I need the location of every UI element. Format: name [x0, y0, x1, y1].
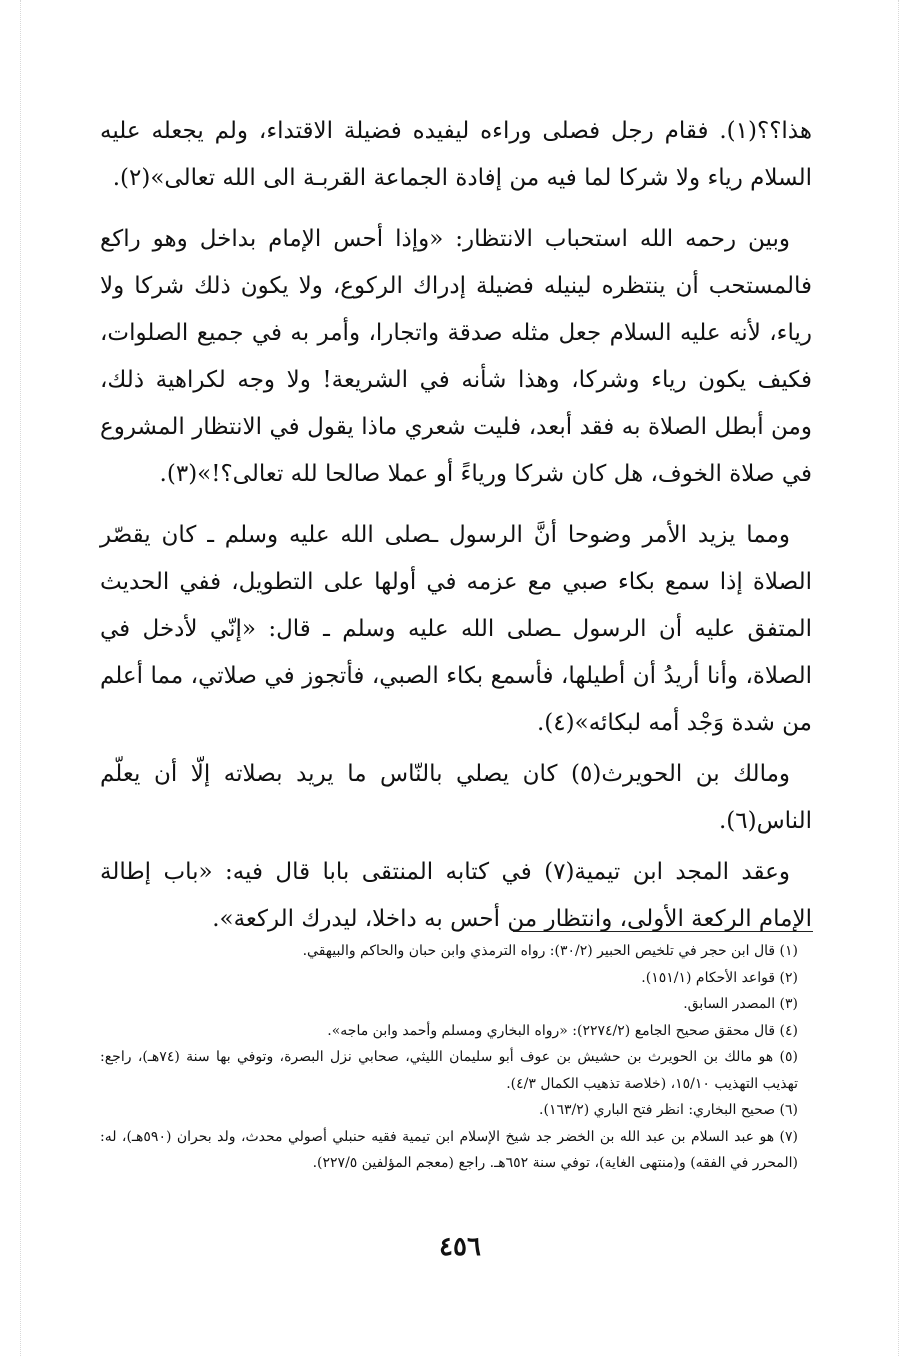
footnote-5: (٥) هو مالك بن الحويرث بن حشيش بن عوف أبو سليمان الليثي، صحابي نزل البصرة، وتوفي بها سنة (٧٤هـ)، راجع: تهذيب التهذيب ١٥/١٠، (خلاصة تذهيب الكمال ٤/٣).	[100, 1049, 798, 1092]
scan-border-left	[20, 0, 21, 1356]
footnote-4: (٤) قال محقق صحيح الجامع (٢٢٧٤/٢): «رواه البخاري ومسلم وأحمد وابن ماجه».	[327, 1022, 798, 1039]
footnote-separator	[513, 931, 813, 932]
paragraph-2: وبين رحمه الله استحباب الانتظار: «وإذا أحس الإمام بداخل وهو راكع فالمستحب أن ينتظره لينيله فضيلة إدراك الركوع، ولا يكون ذلك شركا ولا رياء، لأنه عليه السلام جعل مثله صدقة واتجارا، وأمر به في جميع الصلوات، فكيف يكون رياء وشركا، وهذا شأنه في الشريعة! ولا وجه لكراهية ذلك، ومن أبطل الصلاة به فقد أبعد، فليت شعري ماذا يقول في الانتظار المشروع في صلاة الخوف، هل كان شركا ورياءً أو عملا صالحا لله تعالى؟!»(٣).	[100, 226, 813, 487]
footnote-2: (٢) قواعد الأحكام (١٥١/١).	[641, 969, 798, 986]
paragraph-3: ومما يزيد الأمر وضوحا أنَّ الرسول ـصلى الله عليه وسلم ـ كان يقصّر الصلاة إذا سمع بكاء صبي مع عزمه في أولها على التطويل، ففي الحديث المتفق عليه أن الرسول ـصلى الله عليه وسلم ـ قال: «إنّي لأدخل في الصلاة، وأنا أريدُ أن أطيلها، فأسمع بكاء الصبي، فأتجوز في صلاتي، مما أعلم من شدة وَجْد أمه لبكائه»(٤).	[100, 522, 812, 736]
footnote-6: (٦) صحيح البخاري: انظر فتح الباري (١٦٣/٢).	[539, 1102, 798, 1118]
paragraph-1: هذا؟؟(١). فقام رجل فصلى وراءه ليفيده فضيلة الاقتداء، ولم يجعله عليه السلام رياء ولا شركا لما فيه من إفادة الجماعة القربـة الى الله تعالى»(٢).	[100, 118, 812, 191]
page-number: ٤٥٦	[439, 1232, 481, 1262]
main-text	[100, 108, 812, 957]
paragraph-5: وعقد المجد ابن تيمية(٧) في كتابه المنتقى بابا قال فيه: «باب إطالة الإمام الركعة الأولى، وانتظار من أحس به داخلا، ليدرك الركعة».	[100, 859, 812, 932]
footnotes	[100, 938, 812, 1177]
footnote-3: (٣) المصدر السابق.	[683, 996, 798, 1012]
footnote-1: (١) قال ابن حجر في تلخيص الحبير (٣٠/٢): رواه الترمذي وابن حبان والحاكم والبيهقي.	[302, 943, 798, 959]
scan-border-right	[898, 0, 899, 1356]
paragraph-4: ومالك بن الحويرث(٥) كان يصلي بالنّاس ما يريد بصلاته إلّا أن يعلّم الناس(٦).	[100, 761, 812, 834]
footnote-7: (٧) هو عبد السلام بن عبد الله بن الخضر جد شيخ الإسلام ابن تيمية فقيه حنبلي أصولي محدث، ولد بحران (٥٩٠هـ)، له: (المحرر في الفقه) و(منتهى الغاية)، توفي سنة ٦٥٢هـ. راجع (معجم المؤلفين ٢٢٧/٥).	[100, 1128, 798, 1171]
